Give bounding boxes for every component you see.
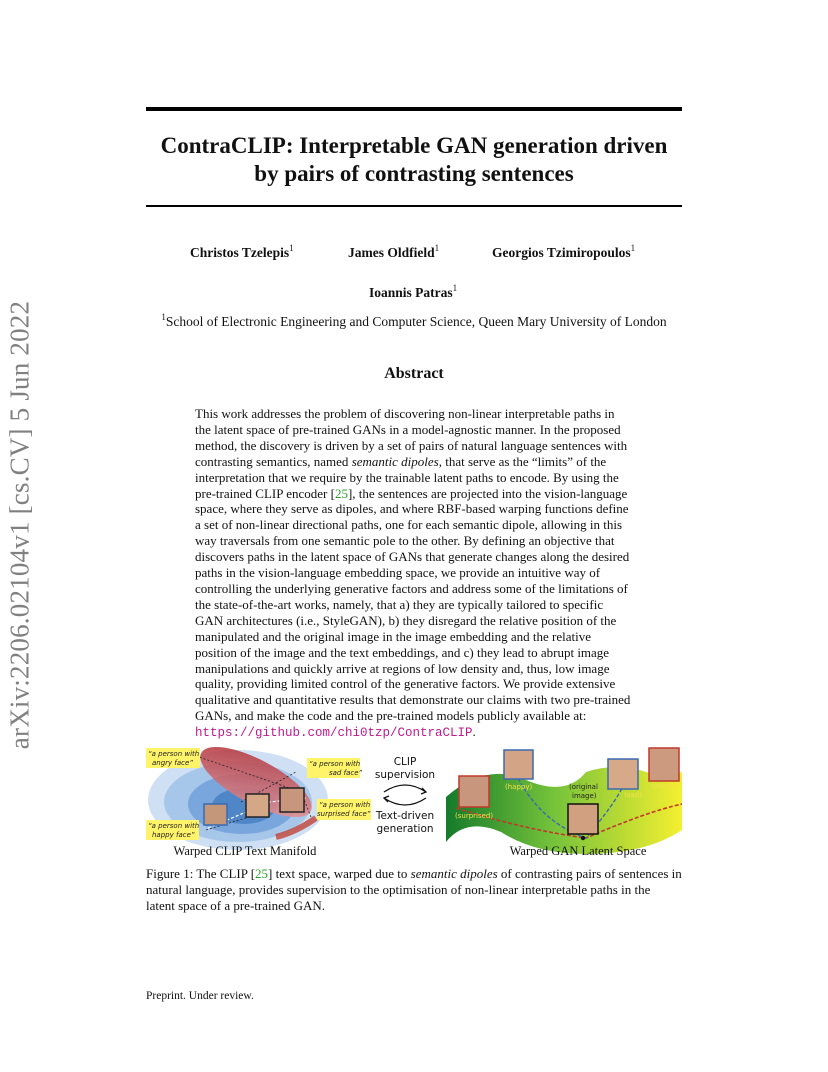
- author: Christos Tzelepis$^1$: [190, 243, 294, 260]
- affiliation: $^1$School of Electronic Engineering and Computer Science, Queen Mary University of London: [161, 312, 667, 329]
- top-rule: [146, 107, 682, 111]
- abstract-body: This work addresses the problem of discovering non-linear interpretable paths in the latent space of pre-trained GANs in a model-agnostic manner. In the proposed method, the discovery is driven by a set of pairs of natural language sentences with contrasting semantics, named semantic dipoles, that serve as the “limits” of the interpretation that we require by the trainable latent paths to encode. By using the pre-trained CLIP encoder [25], the sentences are projected into the vision-language space, where they serve as dipoles, and where RBF-based warping functions define a set of non-linear directional paths, one for each semantic dipole, allowing in this way traversals from one semantic pole to the other. By defining an objective that discovers paths in the latent space of GANs that generate changes along the desired paths in the vision-language embedding space, we provide an intuitive way of controlling the underlying generative factors and address some of the limitations of the state-of-the-art works, namely, that a) they are typically tailored to specific GAN architectures (i.e., StyleGAN), b) they disregard the relative position of the manipulated and the original image in the image embedding and the relative position of the image and the text embeddings, and c) they lead to abrupt image manipulations and quickly arrive at regions of low density and, thus, low image quality, providing limited control of the generative factors. We provide extensive qualitative and quantitative results that demonstrate our claims with two pre-trained GANs, and make the code and the pre-trained models publicly available at: https://github.com/chi0tzp/ContraCLIP.: [195, 406, 631, 741]
- preprint-footer: Preprint. Under review.: [146, 990, 254, 1002]
- label-sad: (sad): [624, 791, 642, 799]
- author: Georgios Tzimiropoulos$^1$: [492, 243, 636, 260]
- citation-link[interactable]: 25: [334, 485, 348, 501]
- svg-text:“a person with: “a person with: [148, 750, 200, 758]
- text-driven-generation-label: Text-driven: [375, 810, 435, 822]
- title-bottom-rule: [146, 205, 682, 207]
- author: Ioannis Patras$^1$: [369, 283, 458, 300]
- svg-text:“a person with: “a person with: [148, 822, 200, 830]
- code-url-link[interactable]: https://github.com/chi0tzp/ContraCLIP: [195, 726, 473, 741]
- note-sad: [307, 758, 363, 778]
- paper-title: ContraCLIP: Interpretable GAN generation driven by pairs of contrasting sentences: [160, 133, 668, 186]
- author: James Oldfield$^1$: [348, 243, 440, 260]
- svg-text:angry face”: angry face”: [152, 759, 193, 767]
- label-surprised: (surprised): [455, 812, 494, 820]
- left-panel-caption: Warped CLIP Text Manifold: [173, 844, 317, 858]
- svg-text:sad face”: sad face”: [329, 769, 363, 777]
- figure-caption: Figure 1: The CLIP [25] text space, warped due to semantic dipoles of contrasting pairs of sentences in natural language, provides supervision to the optimisation of non-linear interpretable paths in the latent space of a pre-trained GAN.: [146, 866, 682, 913]
- svg-text:image): image): [572, 792, 597, 800]
- gan-latent-space: [446, 748, 682, 854]
- abstract-heading: Abstract: [384, 365, 444, 382]
- svg-text:generation: generation: [376, 823, 434, 835]
- svg-text:“a person with: “a person with: [319, 801, 371, 809]
- note-happy: [146, 820, 199, 840]
- right-panel-caption: Warped GAN Latent Space: [509, 844, 647, 858]
- figure-1: [146, 742, 682, 862]
- label-happy: (happy): [505, 783, 533, 791]
- svg-text:happy face”: happy face”: [152, 831, 195, 839]
- svg-text:“a person with: “a person with: [309, 760, 361, 768]
- svg-text:surprised face”: surprised face”: [317, 810, 371, 818]
- note-surprised: [317, 799, 371, 820]
- note-angry: [146, 748, 200, 768]
- clip-supervision-label: CLIP: [393, 756, 417, 768]
- label-angry: (angry): [652, 782, 678, 790]
- svg-text:supervision: supervision: [374, 769, 436, 781]
- label-original: (original: [569, 783, 598, 791]
- citation-link[interactable]: 25: [255, 866, 269, 881]
- cycle-arrows-icon: [384, 785, 426, 805]
